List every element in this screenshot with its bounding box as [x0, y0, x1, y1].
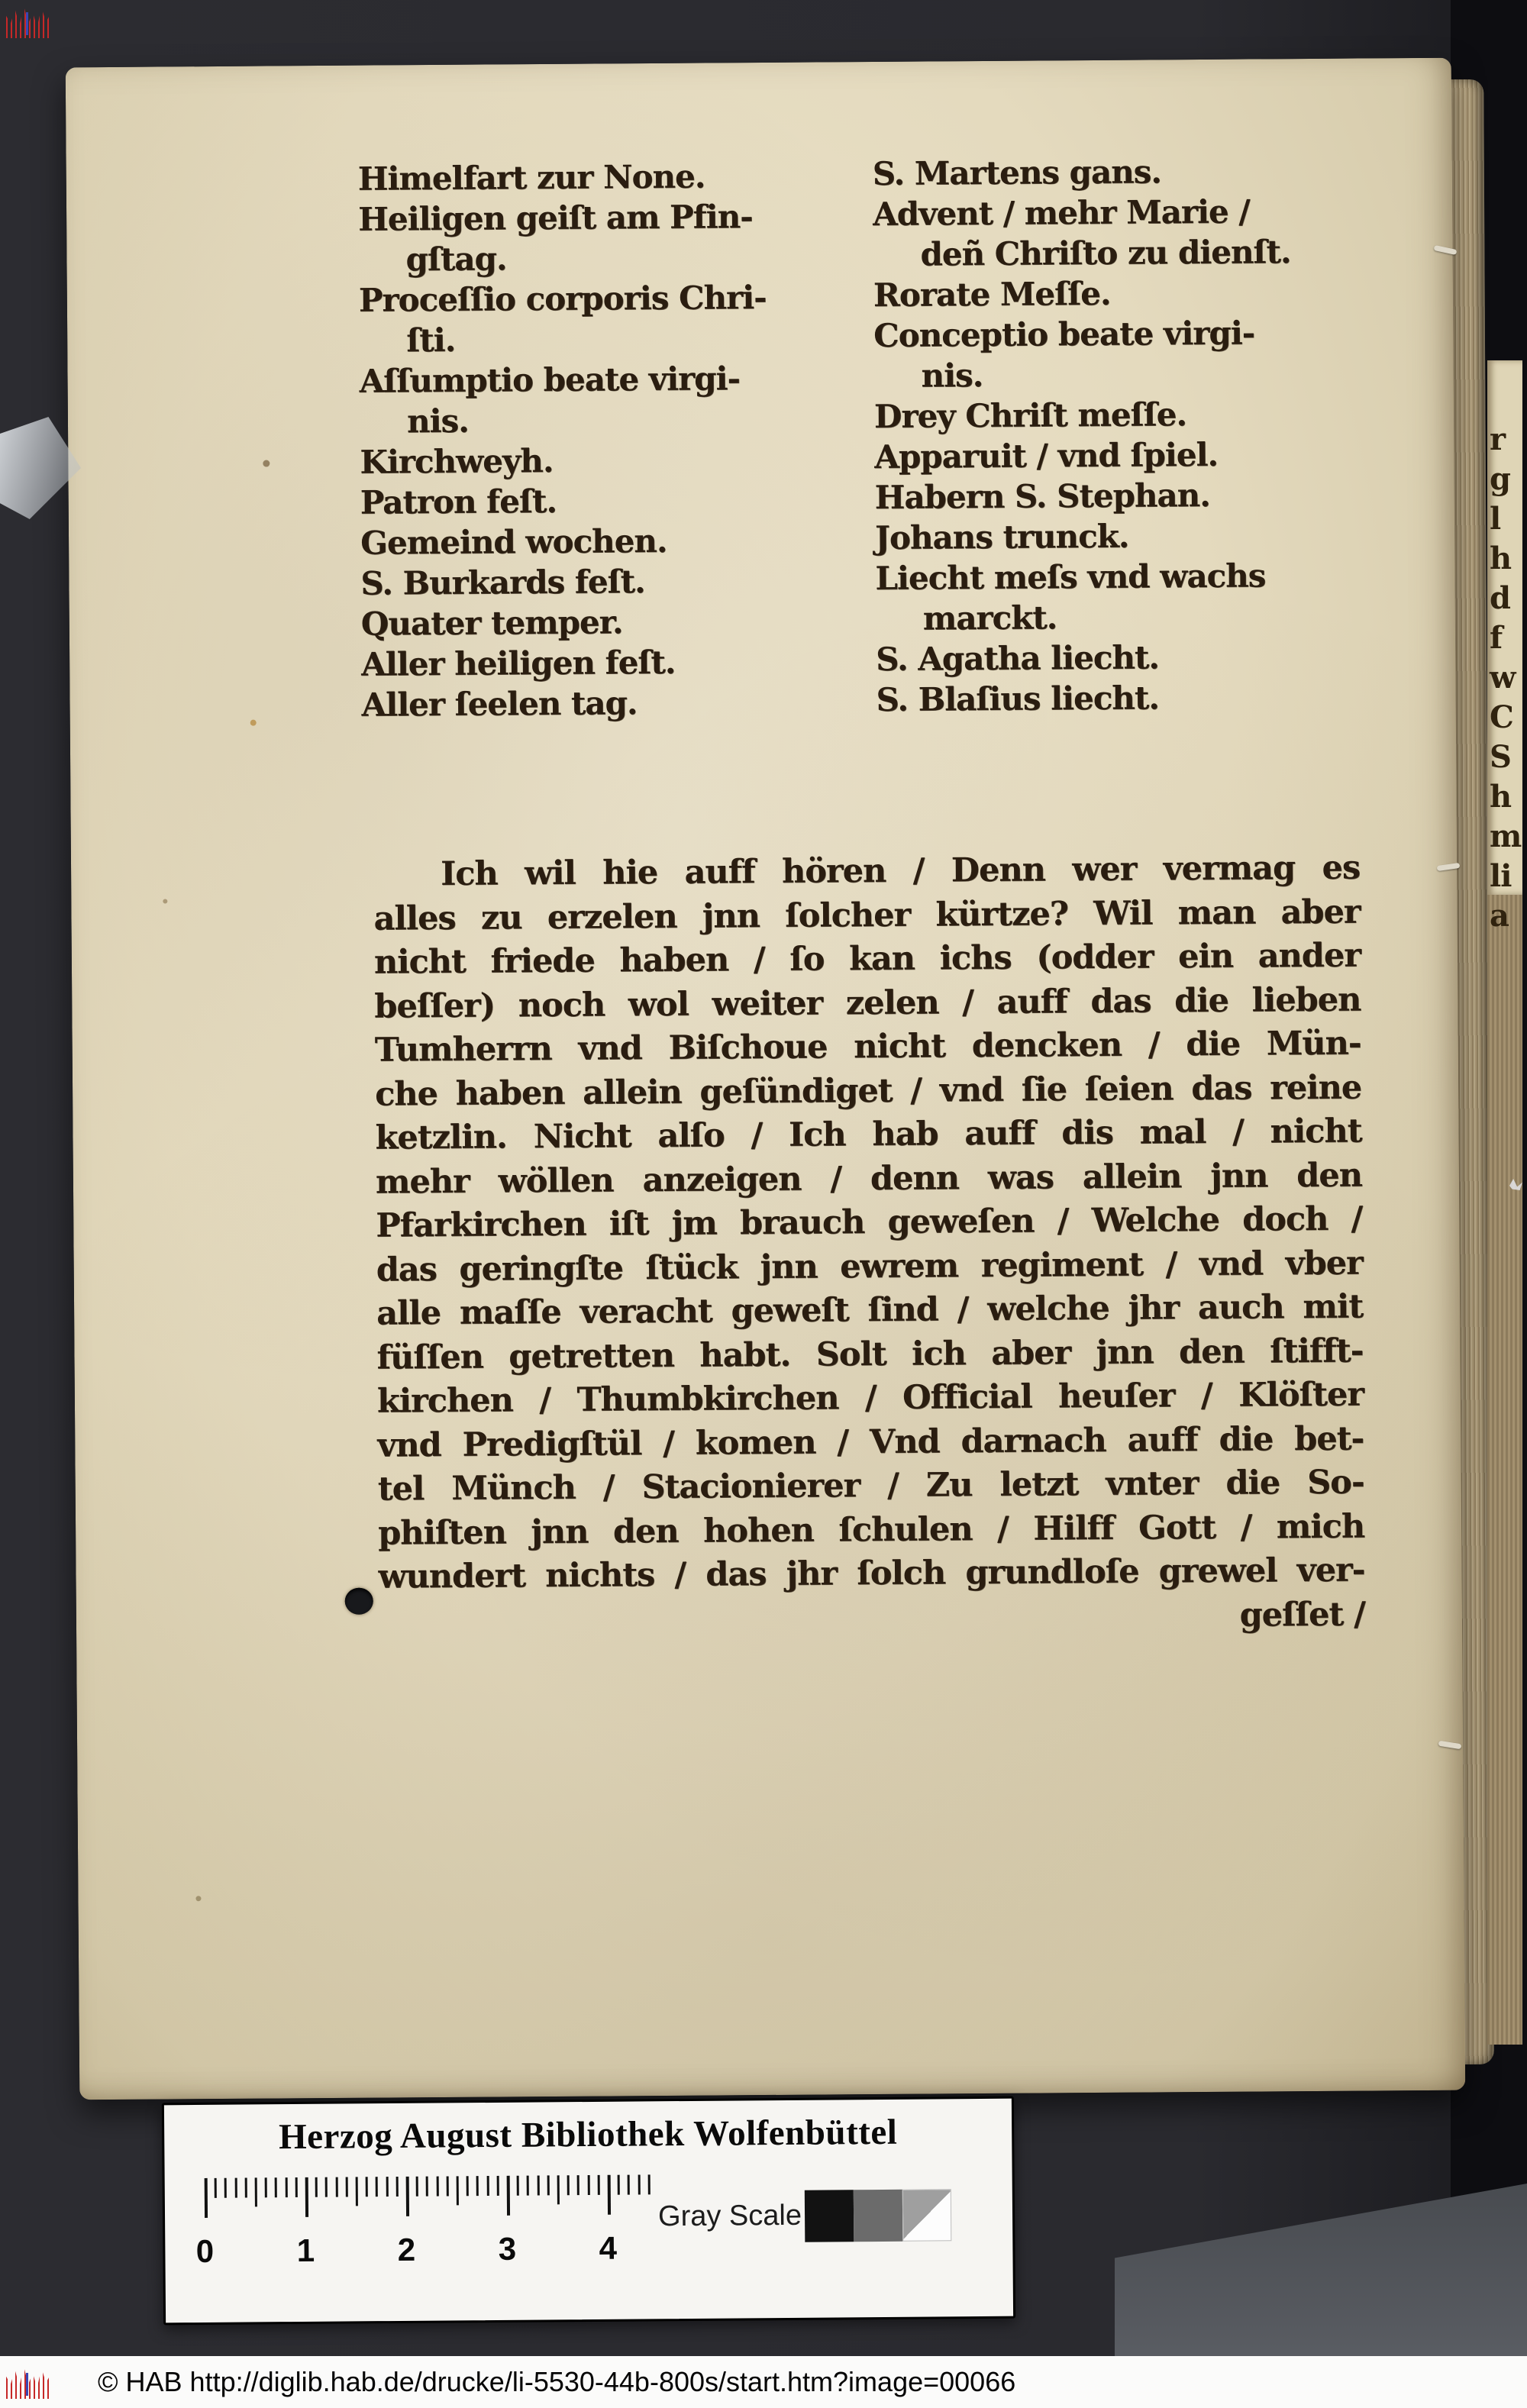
feast-line: Advent / mehr Marie /: [872, 192, 1250, 233]
ruler-tick: [457, 2176, 459, 2205]
ruler-number: 2: [397, 2231, 416, 2268]
ruler-tick: [215, 2178, 217, 2198]
ruler-tick: [618, 2175, 620, 2195]
feast-line: Rorate Meſſe.: [873, 274, 1111, 314]
gray-patch-gray: [854, 2190, 903, 2242]
book-page-edges-lower: [1487, 892, 1522, 2045]
edge-text-fragment: m: [1490, 818, 1522, 854]
feast-line: deñ Chriſto zu dienſt.: [920, 233, 1291, 273]
ruler-tick: [205, 2178, 208, 2218]
feast-line: Quater temper.: [360, 603, 623, 643]
ruler-tick: [386, 2177, 388, 2197]
gray-scale-label: Gray Scale: [657, 2199, 802, 2233]
ruler-tick: [376, 2177, 378, 2197]
body-paragraph: [373, 847, 1365, 1644]
ruler-tick: [517, 2176, 519, 2196]
paragraph-line: geſſet /: [1239, 1595, 1366, 1635]
edge-text-fragment: li: [1490, 858, 1512, 894]
feast-line: Conceptio beate virgi-: [873, 314, 1255, 354]
ruler-tick: [406, 2177, 409, 2216]
paragraph-line: nicht friede haben / ſo kan ichs (odder ein ander: [373, 936, 1361, 982]
ruler-number: 0: [195, 2232, 215, 2270]
feast-line: Aller ſeelen tag.: [361, 684, 638, 724]
paragraph-line: vnd Predigſtül / komen / Vnd darnach auff die bet-: [377, 1419, 1364, 1465]
ruler-tick: [395, 2177, 398, 2197]
ruler-tick: [255, 2177, 257, 2206]
page-stain: [195, 1896, 201, 1901]
page-stain: [263, 460, 270, 467]
paragraph-line: das geringſte ſtück jnn ewrem regiment / vnd vber: [376, 1244, 1363, 1290]
feast-line: Heiligen geiſt am Pfin-: [357, 198, 753, 238]
edge-text-fragment: d: [1490, 580, 1510, 616]
facing-page-sliver: [1487, 360, 1522, 934]
edge-text-fragment: h: [1490, 779, 1512, 815]
ruler-tick: [295, 2177, 297, 2197]
copyright-url-text: © HAB http://diglib.hab.de/drucke/li-5530-44b-800s/start.htm?image=00066: [98, 2366, 1016, 2397]
feast-line: Proceſſio corporis Chri-: [358, 278, 767, 319]
ruler-ticks: [205, 2174, 663, 2218]
paragraph-line: alles zu erzelen jnn ſolcher kürtze? Wil man aber: [373, 893, 1361, 938]
ruler-tick: [426, 2177, 428, 2197]
paragraph-line: kirchen / Thumbkirchen / Official heuſer / Klöſter: [376, 1375, 1364, 1421]
ruler-tick: [315, 2177, 318, 2197]
paragraph-line: wundert nichts / das jhr ſolch grundloſe grewel ver-: [378, 1551, 1365, 1596]
edge-text-fragment: a: [1490, 898, 1509, 934]
feast-line: S. Blaſius liecht.: [876, 679, 1160, 718]
ruler-number: 1: [296, 2232, 315, 2269]
paragraph-line: phiſten jnn den hohen ſchulen / Hilff Gott / mich: [377, 1507, 1365, 1553]
feast-line: ſti.: [406, 321, 456, 360]
ruler-tick: [366, 2177, 368, 2197]
edge-text-fragment: r: [1490, 421, 1506, 457]
ruler-tick: [638, 2174, 640, 2194]
ruler-tick: [416, 2177, 418, 2197]
book-page: [66, 58, 1466, 2100]
edge-text-fragment: l: [1490, 501, 1501, 537]
ruler-tick: [486, 2176, 489, 2196]
paragraph-line: beſſer) noch wol weiter zelen / auff das die lieben: [374, 980, 1361, 1026]
ruler-tick: [305, 2177, 308, 2217]
ruler-tick: [527, 2176, 529, 2196]
calibration-barcode-top-icon: [6, 6, 50, 38]
paragraph-line: alle maſſe veracht geweſt ſind / welche jhr auch mit: [376, 1287, 1364, 1333]
ruler-tick: [446, 2176, 448, 2196]
ruler-tick: [265, 2177, 267, 2197]
ruler-tick: [234, 2178, 237, 2198]
paragraph-line: Ich wil hie auff hören / Denn wer vermag es: [440, 848, 1361, 893]
footer-bar: [0, 2356, 1527, 2408]
feast-line: Kirchweyh.: [360, 441, 554, 481]
feast-line: Liecht meſs vnd wachs: [875, 557, 1266, 597]
ruler-tick: [285, 2177, 287, 2197]
paragraph-line: che haben allein geſündiget / vnd ſie ſeien das reine: [374, 1068, 1362, 1114]
feast-line: nis.: [406, 402, 469, 441]
ruler-tick: [507, 2176, 510, 2216]
library-name: Herzog August Bibliothek Wolfenbüttel: [278, 2112, 898, 2158]
feast-line: nis.: [921, 356, 983, 395]
ruler-tick: [496, 2176, 499, 2196]
paragraph-line: ketzlin. Nicht alſo / Ich hab auff dis mal / nicht: [375, 1112, 1362, 1157]
paragraph-line: Pfarkirchen iſt jm brauch geweſen / Welche doch /: [376, 1199, 1363, 1245]
feast-line: S. Agatha liecht.: [875, 638, 1160, 678]
facing-page-text-fragments: [1487, 360, 1522, 936]
gray-patch-split: [902, 2189, 952, 2242]
ruler-tick: [597, 2175, 599, 2195]
feast-line: Apparuit / vnd ſpiel.: [874, 435, 1219, 476]
page-stain: [250, 720, 257, 726]
paragraph-line: Tumherrn vnd Biſchoue nicht dencken / die Mün-: [374, 1024, 1361, 1070]
punch-hole: [345, 1588, 373, 1615]
ruler-tick: [577, 2175, 579, 2195]
feast-list-right-column: [873, 150, 1419, 720]
edge-text-fragment: S: [1490, 739, 1511, 775]
ruler-tick: [557, 2175, 560, 2204]
ruler-tick: [275, 2177, 277, 2197]
ruler-tick: [628, 2175, 630, 2195]
ruler-number: 3: [498, 2230, 517, 2267]
feast-line: Habern S. Stephan.: [874, 476, 1210, 516]
edge-text-fragment: f: [1490, 620, 1503, 656]
paragraph-line: tel Münch / Stacionierer / Zu letzt vnter die So-: [377, 1463, 1364, 1509]
ruler-tick: [244, 2178, 247, 2198]
edge-text-fragment: w: [1490, 660, 1516, 696]
feast-line: Johans trunck.: [874, 517, 1129, 557]
calibration-barcode-bottom-icon: [6, 2367, 50, 2399]
paragraph-line: mehr wöllen anzeigen / denn was allein jnn den: [375, 1156, 1363, 1202]
ruler-tick: [567, 2175, 570, 2195]
ruler-tick: [335, 2177, 337, 2197]
feast-line: gſtag.: [405, 240, 507, 279]
feast-line: Gemeind wochen.: [360, 521, 667, 562]
ruler-tick: [547, 2175, 549, 2195]
gray-patch-black: [805, 2190, 854, 2242]
ruler-tick: [537, 2176, 539, 2196]
table-surface: [1115, 2184, 1527, 2361]
feast-list-left-column: [358, 155, 866, 725]
ruler-tick: [587, 2175, 589, 2195]
ruler-tick: [647, 2174, 650, 2194]
feast-line: S. Martens gans.: [872, 153, 1162, 192]
calibration-card: [162, 2097, 1015, 2326]
feast-line: Aller heiligen feſt.: [361, 643, 676, 683]
feast-line: S. Burkards feſt.: [360, 563, 645, 602]
feast-line: marckt.: [922, 599, 1057, 638]
ruler-tick: [356, 2177, 358, 2206]
feast-line: Drey Chriſt meſſe.: [873, 395, 1187, 435]
ruler-tick: [476, 2176, 479, 2196]
ruler-tick: [466, 2176, 469, 2196]
ruler-number: 4: [599, 2229, 618, 2266]
paragraph-line: füſſen getretten habt. Solt ich aber jnn den ſtifft-: [376, 1332, 1364, 1377]
gray-scale-patches: [805, 2189, 952, 2242]
ruler-tick: [224, 2178, 227, 2198]
feast-line: Himelfart zur None.: [357, 157, 705, 198]
edge-text-fragment: g: [1490, 461, 1510, 497]
feast-line: Patron feſt.: [360, 482, 557, 521]
ruler-tick: [608, 2175, 611, 2215]
page-stain: [163, 899, 167, 903]
feast-line: Aſſumptio beate virgi-: [359, 360, 741, 400]
ruler-numbers: [195, 2229, 678, 2273]
ruler-tick: [345, 2177, 347, 2197]
edge-text-fragment: C: [1490, 699, 1513, 735]
ruler-tick: [436, 2177, 438, 2197]
ruler-tick: [325, 2177, 328, 2197]
edge-text-fragment: h: [1490, 541, 1512, 576]
